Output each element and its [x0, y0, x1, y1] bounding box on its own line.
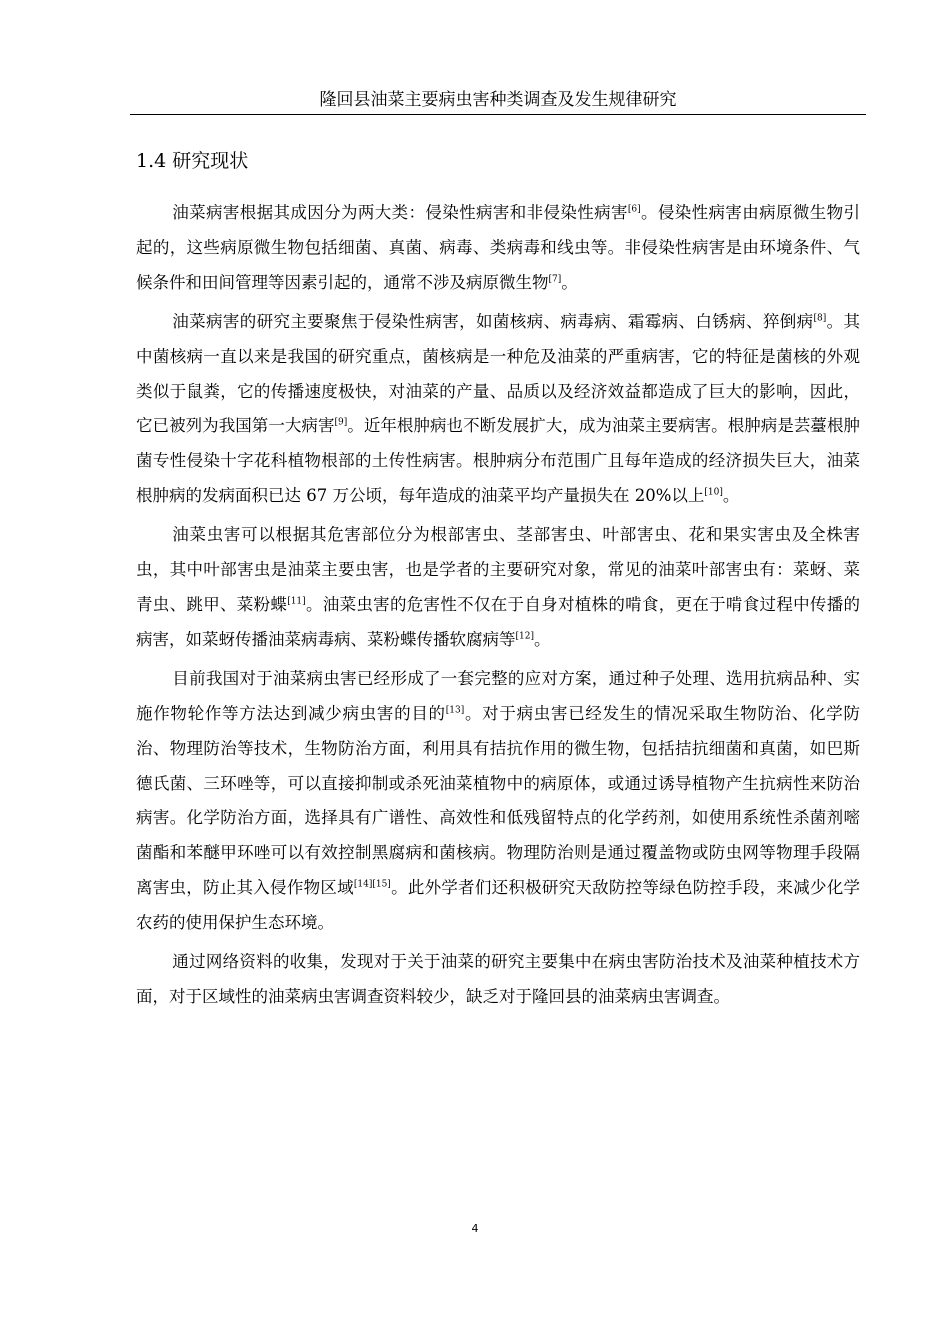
citation: [11] — [287, 596, 306, 607]
paragraph-text: 通过网络资料的收集，发现对于关于油菜的研究主要集中在病虫害防治技术及油菜种植技术方面，对于区域性的油菜病虫害调查资料较少，缺乏对于隆回县的油菜病虫害调查。 — [136, 952, 860, 1006]
paragraph — [136, 518, 860, 658]
paragraph-text: 。近年根肿病也不断发展扩大，成为油菜主要病害。根肿病是芸薹根肿菌专性侵染十字花科植物根部的土传性病害。根肿病分布范围广且每年造成的经济损失巨大，油菜根肿病的发病面积已达 67 万公顷，每年造成的油菜平均产量损失在 20%以上 — [136, 416, 861, 506]
citation: [12] — [515, 631, 534, 642]
paragraph-text: 。对于病虫害已经发生的情况采取生物防治、化学防治、物理防治等技术，生物防治方面，利用具有拮抗作用的微生物，包括拮抗细菌和真菌，如巴斯德氏菌、三环唑等，可以直接抑制或杀死油菜植物中的病原体，或通过诱导植物产生抗病性来防治病害。化学防治方面，选择具有广谱性、高效性和低残留特点的化学药剂，如使用系统性杀菌剂嘧菌酯和苯醚甲环唑可以有效控制黑腐病和菌核病。物理防治则是通过覆盖物或防虫网等物理手段隔离害虫，防止其入侵作物区域 — [136, 703, 861, 898]
citation: [8] — [813, 313, 827, 324]
paragraph — [136, 196, 860, 301]
citation: [10] — [704, 487, 723, 498]
paragraph — [136, 305, 860, 514]
paragraph-text: 。侵染性病害由病原微生物引起的，这些病原微生物包括细菌、真菌、病毒、类病毒和线虫等。非侵染性病害是由环境条件、气候条件和田间管理等因素引起的，通常不涉及病原微生物 — [136, 203, 861, 292]
paragraph-text: 油菜病害根据其成因分为两大类：侵染性病害和非侵染性病害 — [172, 203, 628, 222]
paragraph-text: 。其中菌核病一直以来是我国的研究重点，菌核病是一种危及油菜的严重病害，它的特征是菌核的外观类似于鼠粪，它的传播速度极快，对油菜的产量、品质以及经济效益都造成了巨大的影响，因此，它已被列为我国第一大病害 — [136, 311, 861, 436]
citation: [7] — [548, 274, 562, 285]
paragraph — [136, 945, 860, 1015]
citation: [14][15] — [353, 879, 391, 890]
citation: [9] — [334, 417, 348, 428]
page-number: 4 — [471, 1222, 479, 1235]
paragraph — [136, 662, 860, 941]
paragraph-text: 。此外学者们还积极研究天敌防控等绿色防控手段，来减少化学农药的使用保护生态环境。 — [136, 878, 861, 933]
paragraph-text: 。 — [533, 629, 551, 649]
citation: [6] — [627, 204, 641, 215]
paragraph-text: 。 — [722, 486, 740, 506]
header-rule — [130, 114, 866, 115]
running-header: 隆回县油菜主要病虫害种类调查及发生规律研究 — [319, 90, 677, 110]
paragraph-text: 。 — [561, 272, 578, 292]
body-text — [136, 196, 860, 1019]
paragraph-text: 油菜病害的研究主要聚焦于侵染性病害，如菌核病、病毒病、霜霉病、白锈病、猝倒病 — [172, 311, 814, 331]
paragraph-text: 目前我国对于油菜病虫害已经形成了一套完整的应对方案，通过种子处理、选用抗病品种、实施作物轮作等方法达到减少病虫害的目的 — [136, 668, 860, 723]
section-heading: 1.4 研究现状 — [136, 150, 249, 172]
citation: [13] — [445, 705, 465, 716]
paragraph-text: 。油菜虫害的危害性不仅在于自身对植株的啃食，更在于啃食过程中传播的病害，如菜蚜传播油菜病毒病、菜粉蝶传播软腐病等 — [136, 594, 861, 649]
paragraph-text: 油菜虫害可以根据其危害部位分为根部害虫、茎部害虫、叶部害虫、花和果实害虫及全株害虫，其中叶部害虫是油菜主要虫害，也是学者的主要研究对象，常见的油菜叶部害虫有：菜蚜、菜青虫、跳甲、菜粉蝶 — [136, 525, 860, 614]
